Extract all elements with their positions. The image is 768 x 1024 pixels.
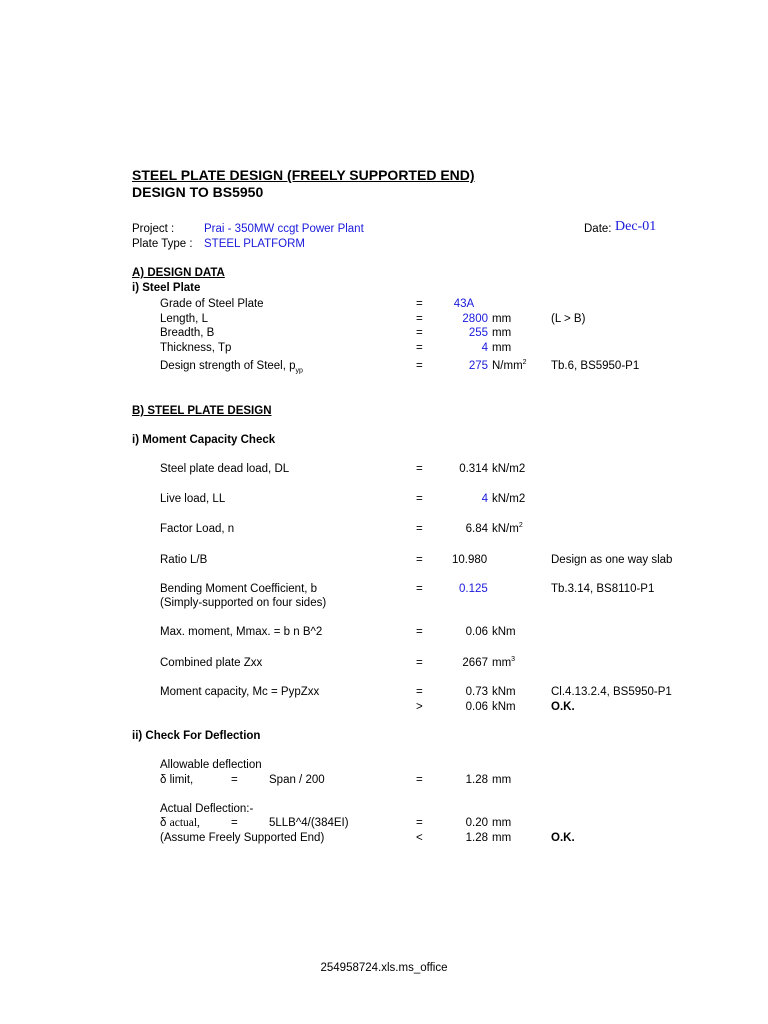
row-label: Bending Moment Coefficient, b [160, 583, 318, 595]
row-value: 43A [453, 298, 475, 310]
delta-limit-symbol: δ limit, [160, 774, 194, 786]
row-note: Design as one way slab [551, 554, 673, 566]
row-compare: > [416, 701, 423, 713]
row-note: Tb.6, BS5950-P1 [551, 360, 640, 372]
row-equals: = [416, 463, 423, 475]
row-value: 0.06 [465, 626, 488, 638]
row-label: Design strength of Steel, $p_{yp}$ [160, 360, 303, 375]
date-value: Dec-01 [615, 219, 657, 234]
row-unit: kN/m2 [492, 493, 526, 505]
row-value: 0.314 [459, 463, 488, 475]
row-equals: = [416, 686, 423, 698]
row-value: 1.28 [465, 832, 488, 844]
section-b-subheading-2: ii) Check For Deflection [132, 730, 261, 742]
row-label-secondary: (Simply-supported on four sides) [160, 597, 327, 609]
row-equals: = [416, 327, 423, 339]
delta-actual-equals: = [231, 817, 238, 829]
row-value: 10.980 [452, 554, 488, 566]
row-value: 0.73 [465, 686, 488, 698]
plate-type-value: STEEL PLATFORM [204, 238, 305, 250]
row-unit: kNm [492, 686, 516, 698]
date-label: Date: [584, 223, 612, 235]
row-unit: $kN/m^2$ [492, 522, 523, 535]
section-a-heading: A) DESIGN DATA [132, 267, 225, 279]
row-unit: mm [492, 313, 512, 325]
delta-limit-formula: Span / 200 [269, 774, 325, 786]
row-label: Steel plate dead load, DL [160, 463, 290, 475]
row-value: 2800 [462, 313, 488, 325]
delta-actual-formula: 5LLB^4/(384EI) [269, 817, 349, 829]
plate-type-label: Plate Type : [132, 238, 193, 250]
row-label: Breadth, B [160, 327, 215, 339]
row-value: 0.125 [459, 583, 488, 595]
row-unit: mm [492, 817, 512, 829]
row-equals: = [416, 313, 423, 325]
delta-actual-symbol: δ actual, [160, 817, 200, 829]
section-b-subheading-1: i) Moment Capacity Check [132, 434, 276, 446]
row-label: Grade of Steel Plate [160, 298, 264, 310]
row-value: 255 [468, 327, 488, 339]
section-a-subheading: i) Steel Plate [132, 282, 201, 294]
check-ok: O.K. [551, 832, 575, 844]
row-note: Tb.3.14, BS8110-P1 [551, 583, 655, 595]
row-unit: kNm [492, 701, 516, 713]
row-value: 4 [481, 342, 488, 354]
row-equals: = [416, 523, 423, 535]
row-unit: kNm [492, 626, 516, 638]
row-note: (L > B) [551, 313, 586, 325]
row-equals: = [416, 493, 423, 505]
row-value: 0.20 [465, 817, 488, 829]
row-unit: $mm^3$ [492, 656, 516, 669]
row-unit: mm [492, 327, 512, 339]
row-label: Moment capacity, Mc = PypZxx [160, 686, 320, 698]
actual-label: Actual Deflection:- [160, 803, 254, 815]
row-unit: mm [492, 832, 512, 844]
footer-filename: 254958724.xls.ms_office [320, 962, 448, 974]
row-note: Cl.4.13.2.4, BS5950-P1 [551, 686, 672, 698]
row-label: Live load, LL [160, 493, 226, 505]
row-value: 275 [468, 360, 488, 372]
section-b-heading: B) STEEL PLATE DESIGN [132, 405, 272, 417]
project-label: Project : [132, 223, 175, 235]
row-label: Thickness, Tp [160, 342, 232, 354]
row-equals: = [416, 583, 423, 595]
row-value: 4 [481, 493, 488, 505]
row-label: Factor Load, n [160, 523, 235, 535]
row-equals: = [416, 774, 423, 786]
check-ok: O.K. [551, 701, 575, 713]
row-label: Combined plate Zxx [160, 657, 263, 669]
row-label: Length, L [160, 313, 208, 325]
row-value: 0.06 [465, 701, 488, 713]
page-subtitle: DESIGN TO BS5950 [132, 184, 264, 200]
row-equals: = [416, 298, 423, 310]
delta-limit-equals: = [231, 774, 238, 786]
row-label: Ratio L/B [160, 554, 208, 566]
allowable-label: Allowable deflection [160, 759, 262, 771]
row-unit: $N/mm^2$ [492, 359, 527, 372]
row-value: 1.28 [465, 774, 488, 786]
assume-label: (Assume Freely Supported End) [160, 832, 325, 844]
row-unit: mm [492, 342, 512, 354]
row-value: 6.84 [465, 523, 488, 535]
row-unit: mm [492, 774, 512, 786]
row-equals: = [416, 342, 423, 354]
row-equals: = [416, 626, 423, 638]
row-equals: = [416, 657, 423, 669]
row-compare: < [416, 832, 423, 844]
row-unit: kN/m2 [492, 463, 526, 475]
row-equals: = [416, 817, 423, 829]
row-label: Max. moment, Mmax. = b n B^2 [160, 626, 323, 638]
row-value: 2667 [462, 657, 488, 669]
row-equals: = [416, 360, 423, 372]
row-equals: = [416, 554, 423, 566]
project-value: Prai - 350MW ccgt Power Plant [204, 223, 364, 235]
page-title: STEEL PLATE DESIGN (FREELY SUPPORTED END) [132, 167, 475, 183]
